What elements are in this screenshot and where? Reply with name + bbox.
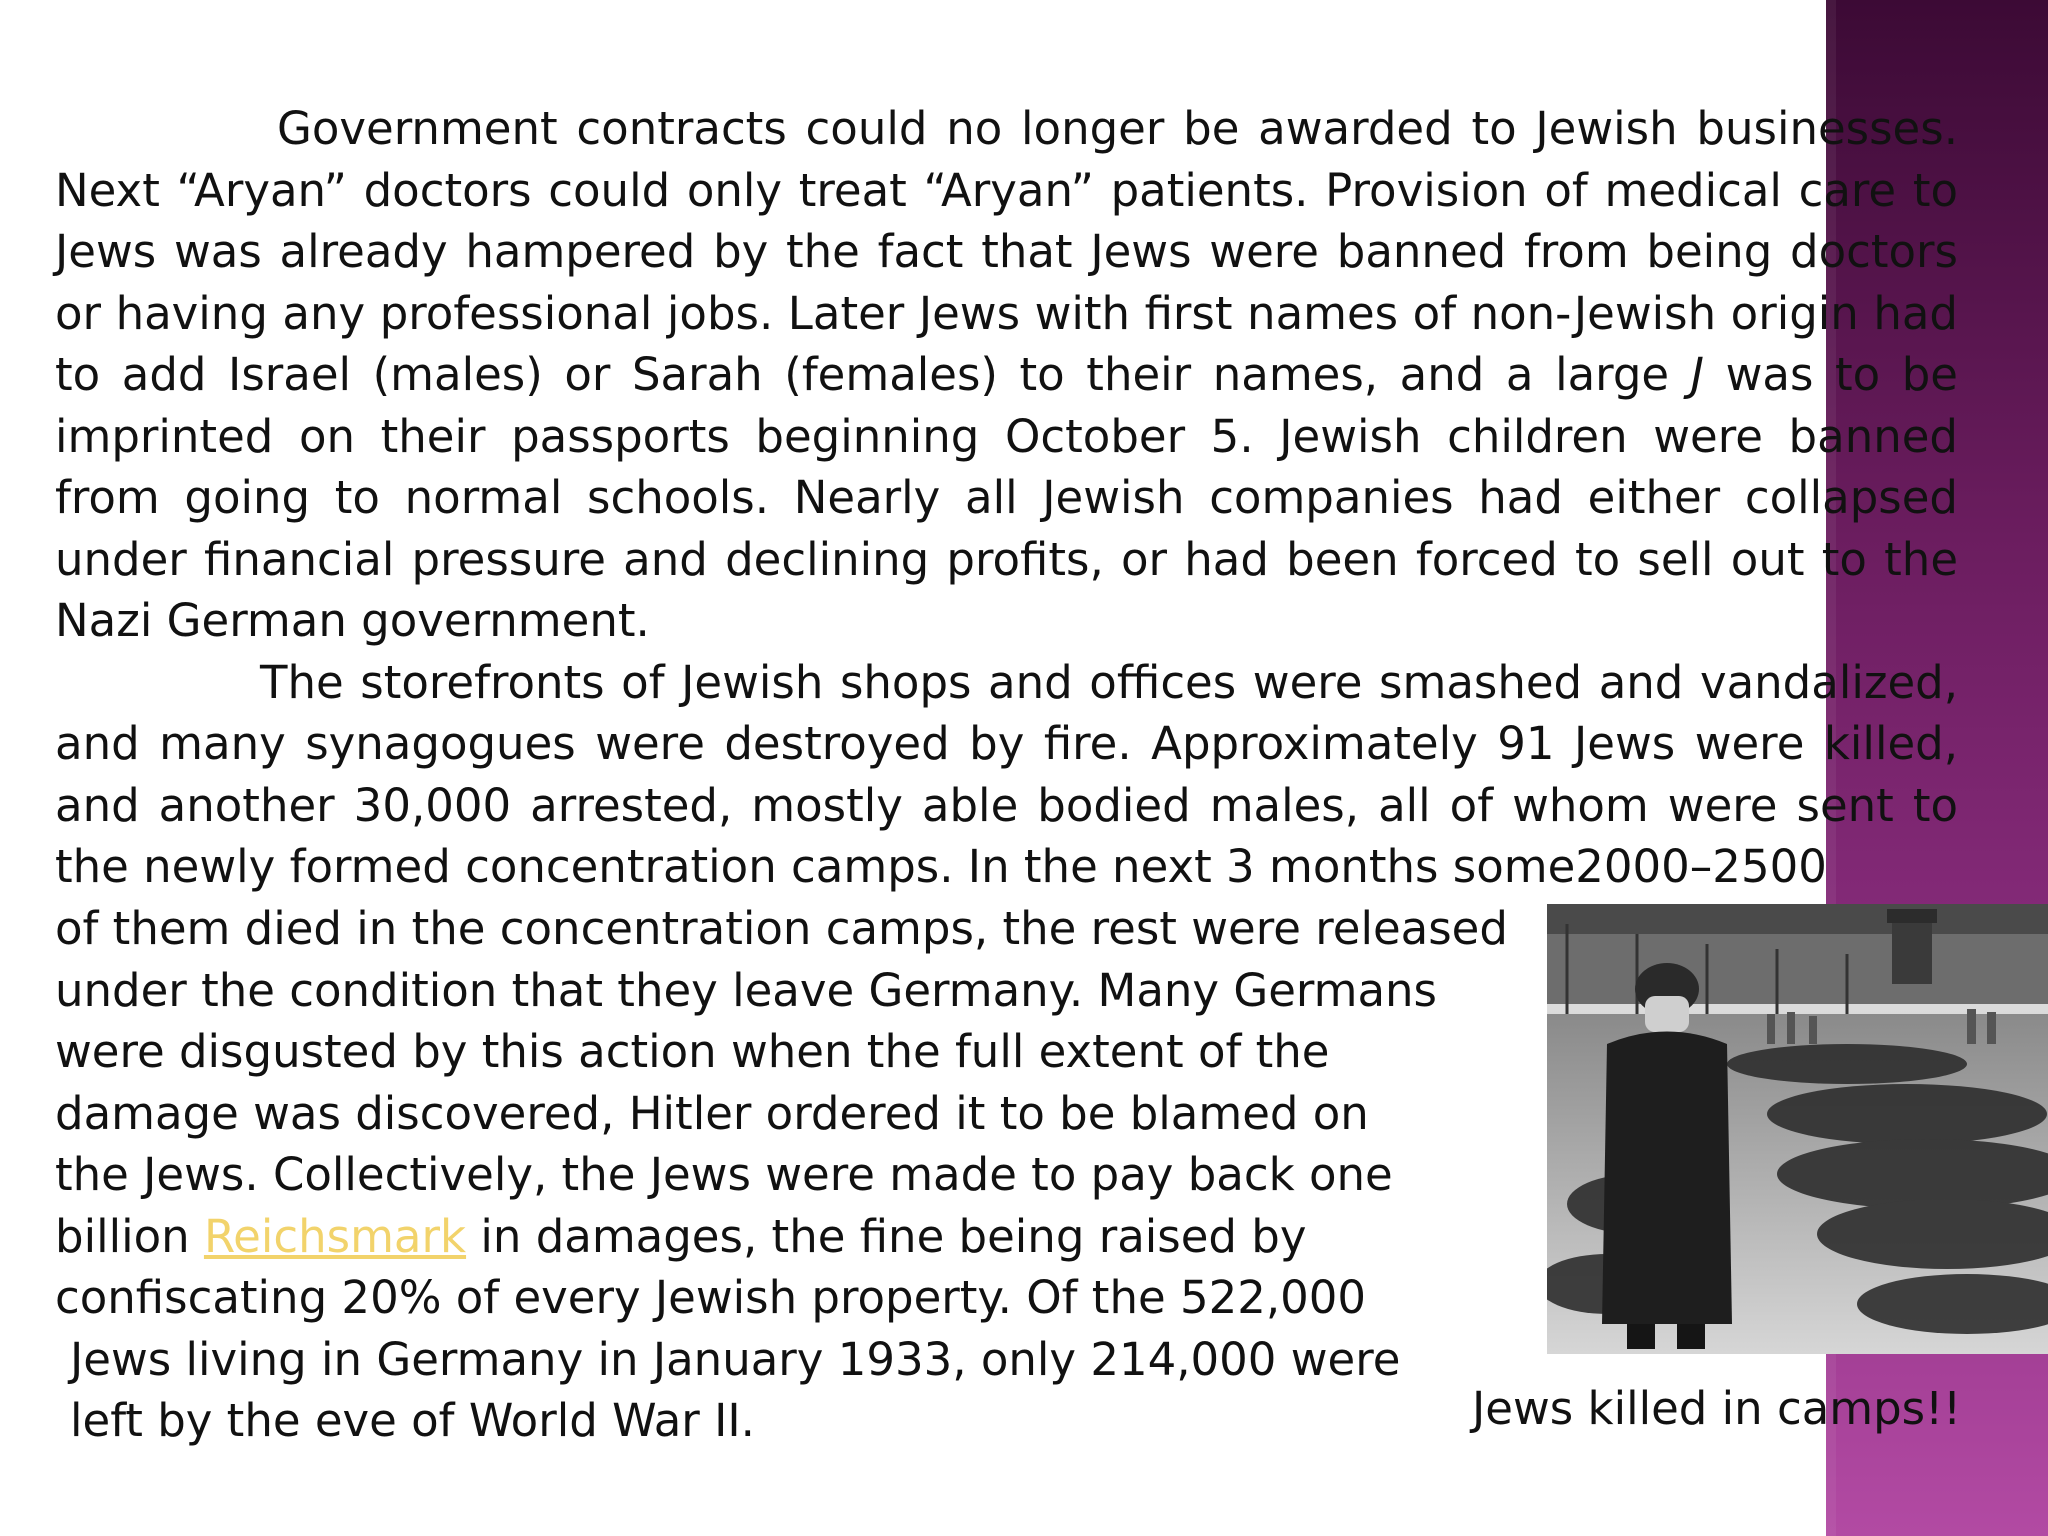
- billion-line-end: in damages, the fine being raised by: [466, 1209, 1307, 1263]
- reichsmark-link[interactable]: Reichsmark: [203, 1209, 467, 1263]
- billion-line: [55, 1206, 1555, 1268]
- paragraph-1: [55, 98, 1958, 652]
- billion-line-start: billion: [55, 1209, 204, 1263]
- final-line-3: left by the eve of World War II.: [70, 1394, 755, 1447]
- lower-line-5: the Jews. Collectively, the Jews were made to pay back one: [55, 1148, 1393, 1201]
- italic-letter-j: J: [1690, 348, 1704, 401]
- paragraph-2: The storefronts of Jewish shops and offices were smashed and vandalized, and many synagogues were destroyed by fire. Approximately 91 Jews were killed, and another 30,000 arrested, mostly able bodied males, all of whom were sent to the newly formed concentration camps. In the next 3 months some2000–2500: [55, 655, 1958, 893]
- paragraph-1-end: was to be imprinted on their passports beginning October 5. Jewish children were banned from going to normal schools. Nearly all Jewish companies had either collapsed under financial pressure and declining profits, or had been forced to sell out to the Nazi German government.: [55, 348, 1958, 647]
- lower-line-2: under the condition that they leave Germany. Many Germans: [55, 963, 1437, 1017]
- lower-line-1: of them died in the concentration camps, the rest were released: [55, 902, 1508, 955]
- camp-photo: [1547, 904, 2048, 1354]
- paragraph-1-start: Government contracts could no longer be awarded to Jewish businesses. Next “Aryan” doctors could only treat “Aryan” patients. Provision of medical care to Jews was already hampered by the fact that Jews were banned from being doctors or having any professional jobs. Later Jews with first names of non-Jewish origin had to add Israel (males) or Sarah (females) to their names, and a large: [55, 102, 1958, 401]
- final-line-2: Jews living in Germany in January 1933, only 214,000 were: [70, 1332, 1401, 1386]
- camp-photo-image: [1547, 904, 2048, 1354]
- final-line-1: confiscating 20% of every Jewish property. Of the 522,000: [55, 1271, 1367, 1324]
- lower-text: [55, 898, 1555, 1452]
- lower-line-4: damage was discovered, Hitler ordered it to be blamed on: [55, 1086, 1369, 1140]
- lower-line-3: were disgusted by this action when the full extent of the: [55, 1025, 1330, 1078]
- photo-caption: Jews killed in camps!!: [1472, 1382, 1962, 1435]
- main-text: [55, 98, 1958, 898]
